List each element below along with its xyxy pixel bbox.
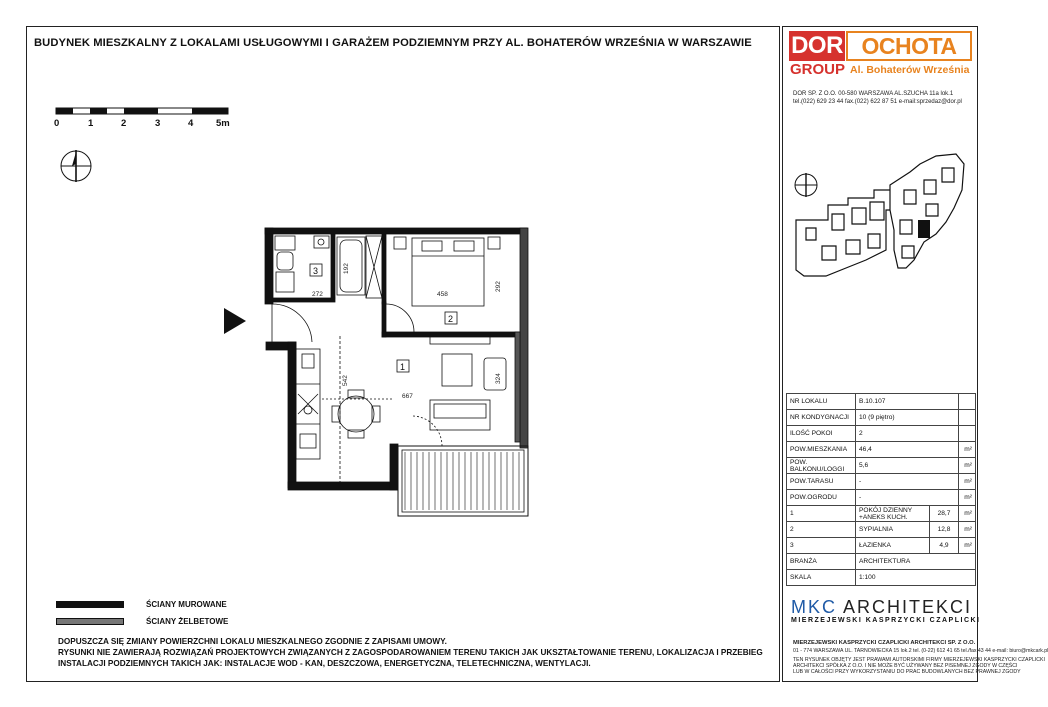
dim-542: 542: [342, 375, 349, 386]
dim-458: 458: [437, 291, 448, 298]
cell-label: NR KONDYGNACJI: [787, 410, 856, 426]
dim-192: 192: [343, 263, 350, 274]
cell-unit: [959, 426, 976, 442]
room-label-3: 3: [313, 266, 319, 276]
cell-label: SKALA: [787, 570, 856, 586]
key-plan: [786, 150, 972, 280]
table-row: [787, 554, 976, 570]
entrance-arrow-icon: [222, 306, 248, 336]
cell-room-area: 12,8: [930, 522, 959, 538]
cell-label: POW.TARASU: [787, 474, 856, 490]
cell-label: POW.OGRODU: [787, 490, 856, 506]
cell-value: B.10.107: [856, 394, 959, 410]
logo-group: GROUP: [790, 61, 846, 78]
logo-street: Al. Bohaterów Września: [850, 64, 970, 76]
cell-value: -: [856, 490, 959, 506]
cell-label: BRANŻA: [787, 554, 856, 570]
note-line-1: DOPUSZCZA SIĘ ZMIANY POWIERZCHNI LOKALU MIESZKALNEGO ZGODNIE Z ZAPISAMI UMOWY.: [58, 637, 447, 646]
mkc-copyright-1: TEN RYSUNEK OBJĘTY JEST PRAWAMI AUTORSKIMI FIRMY MIERZEJEWSKI KASPRZYCKI CZAPLICKI: [793, 657, 1045, 663]
cell-label: ILOŚĆ POKOI: [787, 426, 856, 442]
cell-label: POW.MIESZKANIA: [787, 442, 856, 458]
legend-zelbetowe-label: ŚCIANY ŻELBETOWE: [146, 617, 229, 626]
scale-label-4: 4: [188, 118, 194, 129]
scale-label-2: 2: [121, 118, 127, 129]
table-row: [787, 410, 976, 426]
cell-value: 10 (9 piętro): [856, 410, 959, 426]
cell-unit: [959, 394, 976, 410]
floor-plan: [262, 224, 537, 524]
cell-unit: [959, 410, 976, 426]
cell-unit: m²: [959, 458, 976, 474]
cell-unit: m²: [959, 522, 976, 538]
cell-room-area: 4,9: [930, 538, 959, 554]
mkc-copyright-3: LUB W CAŁOŚCI PRZY WYKORZYSTANIU DO PRAC BUDOWLANYCH BEZ PRAWNEJ ZGODY: [793, 669, 1021, 675]
cell-label: NR LOKALU: [787, 394, 856, 410]
cell-room-name: POKÓJ DZIENNY +ANEKS KUCH.: [856, 506, 930, 522]
table-row: [787, 442, 976, 458]
table-row: [787, 570, 976, 586]
table-row: [787, 506, 976, 522]
room-label-1: 1: [400, 362, 406, 372]
scale-label-1: 1: [88, 118, 94, 129]
info-table: [786, 393, 976, 586]
cell-room-name: ŁAZIENKA: [856, 538, 930, 554]
cell-room-name: SYPIALNIA: [856, 522, 930, 538]
mkc-logo: [791, 597, 972, 618]
legend-zelbetowe-swatch: [56, 618, 124, 625]
cell-unit: m²: [959, 490, 976, 506]
dim-272: 272: [312, 291, 323, 298]
table-row: [787, 522, 976, 538]
notes: [58, 636, 778, 669]
cell-value: ARCHITEKTURA: [856, 554, 976, 570]
scale-label-0: 0: [54, 118, 60, 129]
table-row: [787, 474, 976, 490]
scale-bar: [55, 107, 230, 117]
table-row: [787, 490, 976, 506]
mkc-copyright-2: ARCHITEKCI SPÓŁKA Z O.O. I NIE MOŻE BYĆ UŻYWANY BEZ PISEMNEJ ZGODY W CZĘŚCI: [793, 663, 1018, 669]
cell-value: 5,6: [856, 458, 959, 474]
cell-value: 2: [856, 426, 959, 442]
cell-value: 46,4: [856, 442, 959, 458]
mkc-logo-b: ARCHITEKCI: [843, 597, 973, 617]
cell-value: 1:100: [856, 570, 976, 586]
drawing-title: BUDYNEK MIESZKALNY Z LOKALAMI USŁUGOWYMI I GARAŻEM PODZIEMNYM PRZY AL. BOHATERÓW WRZEŚNIA W WARSZAWIE: [34, 37, 752, 49]
cell-unit: m²: [959, 506, 976, 522]
table-row: [787, 426, 976, 442]
mkc-address: 01 - 774 WARSZAWA UL. TARNOWIECKA 15 lok.2 tel. (0-22) 612 41 65 tel./fax 43 44 e-mail: biuro@mkcark.pl: [793, 648, 1048, 654]
table-row: [787, 394, 976, 410]
table-row: [787, 458, 976, 474]
cell-unit: m²: [959, 538, 976, 554]
dim-667: 667: [402, 393, 413, 400]
scale-label-5: 5m: [216, 118, 230, 129]
cell-room-area: 28,7: [930, 506, 959, 522]
mkc-name: MIERZEJEWSKI KASPRZYCKI CZAPLICKI ARCHITEKCI SP. Z O.O.: [793, 640, 976, 646]
cell-label: POW. BALKONU/LOGGI: [787, 458, 856, 474]
mkc-logo-a: MKC: [791, 597, 837, 617]
dim-292: 292: [495, 281, 502, 292]
room-label-2: 2: [448, 314, 454, 324]
legend-murowane-swatch: [56, 601, 124, 608]
logo-ochota: OCHOTA: [846, 31, 972, 61]
table-row: [787, 538, 976, 554]
scale-label-3: 3: [155, 118, 161, 129]
north-arrow-icon: [58, 148, 96, 186]
dim-324: 324: [495, 373, 502, 384]
logo-dor: DOR: [789, 31, 845, 61]
cell-room-no: 2: [787, 522, 856, 538]
cell-unit: m²: [959, 474, 976, 490]
cell-room-no: 1: [787, 506, 856, 522]
note-line-3: INSTALACJI PODZIEMNYCH TAKICH JAK: INSTALACJE WOD - KAN, DESZCZOWA, ENERGETYCZNA, TELETECHNICZNA, WENTYLACJI.: [58, 659, 591, 668]
cell-unit: m²: [959, 442, 976, 458]
mkc-subtitle: MIERZEJEWSKI KASPRZYCKI CZAPLICKI: [791, 617, 981, 624]
cell-room-no: 3: [787, 538, 856, 554]
note-line-2: RYSUNKI NIE ZAWIERAJĄ ROZWIĄZAŃ PROJEKTOWYCH ZWIĄZANYCH Z ZAGOSPODAROWANIEM TERENU TAKICH JAK UKSZTAŁTOWANIE TERENU, LOKALIZACJA I PRZEBIEG: [58, 648, 763, 657]
cell-value: -: [856, 474, 959, 490]
company-address: DOR SP. Z O.O. 00-580 WARSZAWA AL.SZUCHA 11a lok.1: [793, 91, 954, 97]
legend-murowane-label: ŚCIANY MUROWANE: [146, 600, 227, 609]
company-contact: tel.(022) 629 23 44 fax.(022) 622 87 51 e-mail:sprzedaz@dor.pl: [793, 99, 962, 105]
